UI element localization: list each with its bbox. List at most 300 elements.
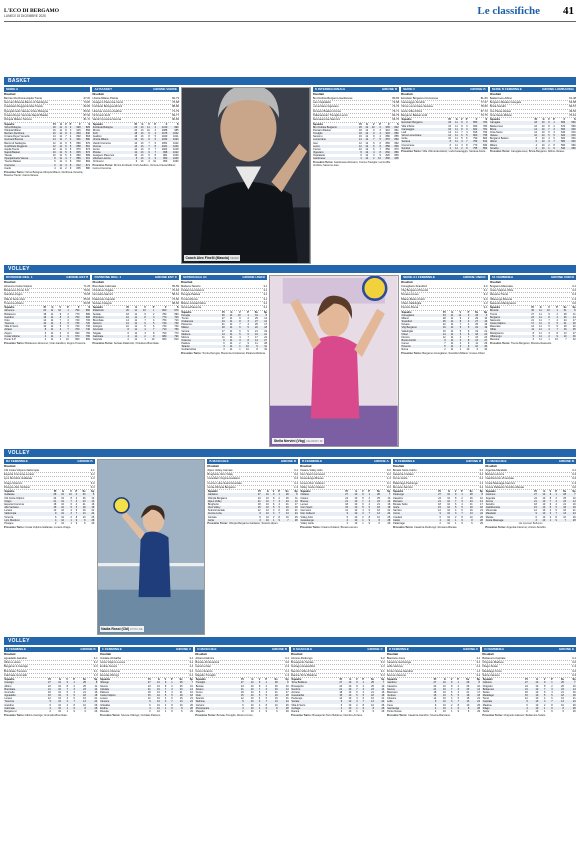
team-stat: 9 xyxy=(247,342,249,346)
block-slot xyxy=(401,275,487,447)
team-stat: 5 xyxy=(160,694,166,697)
next-round-text: Bottanuco-Almenno; Osio-Gandino; Zogno-Trescore. xyxy=(25,341,87,345)
team-stat: 10 xyxy=(285,515,289,519)
team-stat: 730 xyxy=(85,325,91,329)
team-stat: 755 xyxy=(468,147,478,150)
team-stat: 8 xyxy=(49,157,56,160)
team-stat: 11 xyxy=(451,140,458,143)
team-stat: 3 xyxy=(550,316,558,319)
team-stat: 10 xyxy=(528,700,538,703)
team-stat: 6 xyxy=(65,147,67,151)
team-stat: 9 xyxy=(462,345,470,348)
team-stat: 5 xyxy=(65,154,67,158)
team-stat: 12 xyxy=(39,322,47,325)
team-stat: 5 xyxy=(450,506,456,509)
team-name: Calcinate xyxy=(92,335,120,338)
team-stat: 8 xyxy=(470,681,481,684)
team-stat: 1 xyxy=(457,493,463,496)
match-score: 3-1 xyxy=(572,656,577,660)
match-score: 68-66 xyxy=(172,301,179,305)
photo-name: Nadia Rossi xyxy=(101,626,121,631)
team-stat: 29 xyxy=(190,709,193,713)
team-stat: 16 xyxy=(448,124,451,128)
team-stat: 8 xyxy=(542,316,550,319)
col-team: Squadre xyxy=(181,310,192,314)
team-stat: 18 xyxy=(43,312,47,316)
team-stat: 25 xyxy=(475,323,479,327)
league-title: B MASCHILE xyxy=(209,459,229,463)
next-round-label: Prossimo Turno: xyxy=(485,526,506,530)
team-stat: 5 xyxy=(146,322,155,325)
team-stat: 800 xyxy=(468,134,478,137)
team-stat: 19 xyxy=(438,326,446,329)
team-stat: 7 xyxy=(269,500,275,503)
match-score: 67-73 xyxy=(480,109,488,113)
team-stat: 9 xyxy=(253,512,261,515)
team-stat: 10 xyxy=(371,703,374,707)
team-stat: 12 xyxy=(365,128,369,132)
team-stat: 21 xyxy=(484,329,488,333)
team-stat: 10 xyxy=(542,309,550,312)
match-score: 3-2 xyxy=(263,306,268,310)
team-stat: 7 xyxy=(146,328,155,331)
team-stat: 11 xyxy=(446,314,454,317)
league-title: DIVISIONE REG. 1 xyxy=(6,275,33,279)
team-stat: 22 xyxy=(470,326,479,329)
team-stat: 5 xyxy=(550,134,555,137)
team-stat: 832 xyxy=(381,151,390,154)
team-stat: 10 xyxy=(58,690,61,694)
table-row xyxy=(387,710,481,713)
col-heading: V xyxy=(459,310,462,314)
match-score: 67-60 xyxy=(83,96,91,100)
team-stat: 6 xyxy=(67,325,69,329)
next-round-label: Prossimo Turno: xyxy=(92,164,114,168)
team-stat: 10 xyxy=(375,157,381,160)
group-title: GIRONE B xyxy=(280,459,297,463)
team-name: Garlasco xyxy=(207,493,253,496)
standings-header xyxy=(4,275,90,280)
team-stat: 10 xyxy=(61,521,65,525)
match-teams: Sassuolo-Martignacco xyxy=(489,301,517,305)
team-stat: 7 xyxy=(247,335,249,339)
team-stat: 13 xyxy=(140,128,144,132)
team-name: Arcore xyxy=(485,500,528,503)
team-stat: 28 xyxy=(86,707,97,710)
team-stat: 27 xyxy=(531,312,535,316)
table-row xyxy=(100,710,194,713)
team-stat: 9 xyxy=(239,316,241,320)
team-stat: 11 xyxy=(526,328,534,331)
team-stat: 11 xyxy=(134,318,138,322)
team-stat: 23 xyxy=(78,500,86,503)
match-score: 0-3 xyxy=(572,293,577,297)
team-stat: 870 xyxy=(76,147,81,151)
team-stat: 12 xyxy=(534,509,537,513)
results-label: Risultati xyxy=(401,92,413,96)
section-band-volley-1: VOLLEY xyxy=(4,265,576,273)
team-stat: 1 xyxy=(364,493,370,496)
row-mixed-2 xyxy=(4,275,576,447)
team-stat: 800 xyxy=(85,337,91,341)
team-stat: 4 xyxy=(461,502,463,506)
team-stat: 6 xyxy=(378,521,380,525)
team-stat: 6 xyxy=(54,322,62,325)
match-teams: Seriate-Cologno xyxy=(92,301,112,305)
match-teams: Agnadello-Gandino xyxy=(4,656,28,660)
match-teams: Excelsior Bergamo-Cremonese xyxy=(401,96,439,100)
team-stat: 20 xyxy=(356,126,362,129)
team-stat: 11 xyxy=(59,147,63,151)
team-stat: 650 xyxy=(555,128,565,131)
match-score: 3-1 xyxy=(380,669,385,673)
team-stat: 9 xyxy=(457,519,463,522)
team-stat: 1040 xyxy=(168,157,179,160)
match-teams: Cus Pavia-Varese xyxy=(489,109,512,113)
team-stat: 1 xyxy=(451,709,453,713)
team-stat: 7 xyxy=(61,688,68,691)
match-score: 81-69 xyxy=(480,96,488,100)
team-stat: 8 xyxy=(70,496,72,500)
team-stat: 8 xyxy=(267,707,278,710)
team-stat: 9 xyxy=(49,512,57,515)
team-stat: 8 xyxy=(67,164,72,167)
table-row xyxy=(195,710,289,713)
col-heading: S xyxy=(176,122,179,126)
team-stat: 3 xyxy=(254,700,261,703)
photo-caption xyxy=(184,255,240,261)
team-stat: 16 xyxy=(358,135,362,139)
team-stat: 4 xyxy=(553,130,555,134)
team-stat: 24 xyxy=(564,700,576,703)
team-stat: 3 xyxy=(548,331,550,335)
team-stat: 17 xyxy=(477,690,480,694)
team-stat: 1 xyxy=(254,707,261,710)
team-stat: 18 xyxy=(473,506,483,509)
team-name: Trescore xyxy=(4,322,39,325)
match-teams: Azzano-Pedrengo xyxy=(291,656,313,660)
match-score: 3-0 xyxy=(572,301,577,305)
team-stat: 8 xyxy=(75,707,86,710)
team-stat: 9 xyxy=(539,681,546,684)
team-stat: 26 xyxy=(387,515,391,519)
team-stat: 11 xyxy=(56,151,62,154)
team-stat: 18 xyxy=(370,506,380,509)
team-stat: 23 xyxy=(463,500,473,503)
team-stat: 18 xyxy=(126,312,129,316)
team-stat: 4 xyxy=(234,707,244,710)
team-stat: 10 xyxy=(244,688,254,691)
issue-date: LUNEDÌ 15 DICEMBRE 2025 xyxy=(4,14,46,18)
team-name: Lpm Mondovì xyxy=(4,519,49,522)
team-stat: 10 xyxy=(244,707,254,710)
team-stat: 5 xyxy=(373,147,375,151)
team-stat: 7 xyxy=(369,138,375,141)
team-name: Sondrio xyxy=(490,147,530,150)
team-stat: 18 xyxy=(470,694,481,697)
block-slot xyxy=(393,459,484,635)
col-heading: Pt xyxy=(126,306,129,310)
team-stat: 7 xyxy=(167,700,173,703)
next-round xyxy=(4,342,90,345)
team-name: Conegliano xyxy=(401,314,438,317)
col-heading: F xyxy=(475,118,478,122)
team-stat: 5 xyxy=(552,506,558,509)
team-stat: 6 xyxy=(471,521,473,525)
team-stat: 27 xyxy=(234,681,244,684)
team-stat: 2 xyxy=(164,703,167,707)
col-heading: F xyxy=(164,306,167,310)
team-stat: 10 xyxy=(447,509,451,513)
team-stat: 760 xyxy=(85,331,91,335)
team-stat: 16 xyxy=(572,690,576,694)
col-team: Squadre xyxy=(485,490,496,494)
team-stat: 18 xyxy=(380,506,390,509)
match-teams: Trescore-Alzano xyxy=(4,301,24,305)
team-name: Volley Adro xyxy=(300,515,313,519)
team-stat: 6 xyxy=(379,141,381,145)
match-score: 61-48 xyxy=(569,96,577,100)
team-name: Orsa Sesto xyxy=(489,130,503,134)
team-stat: 13 xyxy=(138,126,144,129)
team-stat: 18 xyxy=(257,502,261,506)
photo-name: Coach Alex Finelli xyxy=(185,255,215,260)
team-stat: 27 xyxy=(478,339,487,342)
match-teams: Orsa Sesto-Milano xyxy=(489,113,512,117)
team-stat: 10 xyxy=(535,697,539,701)
team-stat: 12 xyxy=(362,126,368,129)
standings-header xyxy=(393,459,484,464)
match-teams: Leffe-Vertova xyxy=(386,665,403,669)
team-stat: 880 xyxy=(85,166,91,170)
team-stat: 12 xyxy=(365,135,369,139)
match-teams: Brugherio-Vero Volley xyxy=(207,473,234,477)
team-stat: 19 xyxy=(475,329,479,333)
team-stat: 11 xyxy=(455,137,458,141)
team-stat: 2 xyxy=(553,124,555,128)
team-stat: 28 xyxy=(563,312,567,316)
team-stat: 32 xyxy=(484,348,488,352)
team-stat: 13 xyxy=(75,700,86,703)
team-stat: 9 xyxy=(463,147,468,150)
team-stat: 11 xyxy=(229,342,233,346)
team-stat: 9 xyxy=(362,709,365,713)
team-stat: 8 xyxy=(131,157,137,160)
team-stat: 27 xyxy=(427,681,437,684)
team-name: Trescore xyxy=(4,700,41,703)
team-stat: 18 xyxy=(173,694,183,697)
team-name: Alto Verbano xyxy=(4,506,49,509)
col-heading: P xyxy=(362,678,365,682)
next-round-text: Seriate-Palazzolo; Chiuduno-Brembate. xyxy=(113,341,160,345)
match-score: 3-0 xyxy=(483,284,488,288)
team-stat: 4 xyxy=(247,323,249,327)
team-stat: 24 xyxy=(380,512,390,515)
team-stat: 9 xyxy=(358,493,364,496)
col-heading: Sv xyxy=(376,490,380,494)
match-teams: Cividate-Ghisalba xyxy=(99,656,121,660)
team-stat: 21 xyxy=(469,502,473,506)
team-stat: 27 xyxy=(518,681,528,684)
match-score: 3-2 xyxy=(476,673,481,677)
team-stat: 815 xyxy=(473,130,478,134)
team-stat: 670 xyxy=(69,335,80,338)
results-label: Risultati xyxy=(4,464,16,468)
match-teams: Brixia-Sondrio xyxy=(489,105,507,109)
team-name: Gallarate xyxy=(4,493,49,496)
team-stat: 11 xyxy=(539,325,542,329)
team-stat: 800 xyxy=(483,137,488,141)
team-stat: 24 xyxy=(484,335,488,339)
team-stat: 660 xyxy=(80,309,91,312)
group-title: GIRONE B xyxy=(77,459,93,463)
team-stat: 880 xyxy=(76,141,81,145)
match-teams: Casazza-Gazzaniga xyxy=(386,661,411,665)
team-stat: 9 xyxy=(68,707,75,710)
team-stat: 10 xyxy=(153,160,157,164)
team-stat: 30 xyxy=(567,335,576,338)
team-name: Lodi xyxy=(401,130,407,134)
col-heading: V xyxy=(549,490,552,494)
team-stat: 13 xyxy=(280,512,289,515)
team-stat: 16 xyxy=(82,509,86,513)
standings-header xyxy=(195,647,289,652)
col-heading: V xyxy=(454,490,457,494)
team-stat: 18 xyxy=(339,690,343,694)
col-heading: Sv xyxy=(179,678,183,682)
team-stat: 5 xyxy=(461,137,463,141)
team-stat: 26 xyxy=(477,703,480,707)
match-score: 0-3 xyxy=(90,485,95,489)
team-stat: 13 xyxy=(138,132,144,135)
col-heading: Pt xyxy=(148,678,151,682)
team-stat: 24 xyxy=(53,496,57,500)
match-score: 3-1 xyxy=(476,656,481,660)
match-teams: Canottieri Ongina-Garlasco xyxy=(207,477,240,481)
team-stat: 21 xyxy=(258,333,267,336)
team-stat: 24 xyxy=(48,684,51,688)
team-stat: 10 xyxy=(542,502,546,506)
team-name: Curno xyxy=(195,690,203,694)
team-stat: 10 xyxy=(58,697,61,701)
match-score: 3-1 xyxy=(483,289,488,293)
team-stat: 3 xyxy=(148,160,150,164)
team-stat: 16 xyxy=(91,502,95,506)
col-team: Squadre xyxy=(92,306,103,310)
team-name: Solza xyxy=(482,709,490,713)
team-stat: 16 xyxy=(49,132,56,135)
next-round-label: Prossimo Turno: xyxy=(291,713,312,717)
team-stat: 12 xyxy=(444,134,451,137)
team-stat: 16 xyxy=(563,509,567,513)
team-stat: 12 xyxy=(362,145,368,148)
team-stat: 6 xyxy=(467,329,470,333)
match-teams: Carvico-Osio xyxy=(195,665,211,669)
col-heading: G xyxy=(455,118,458,122)
team-stat: 10 xyxy=(266,509,269,513)
section-band-volley-3: VOLLEY xyxy=(4,637,576,645)
match-teams: Chignolo-Madone xyxy=(482,661,504,665)
next-round-text: Cisano-Ostiano; Bresso-Lemen. xyxy=(321,525,359,529)
col-heading: G xyxy=(59,678,61,682)
team-stat: 7 xyxy=(364,512,370,515)
league-title: C FEMMINILE xyxy=(6,647,27,651)
team-stat: 8 xyxy=(241,339,249,342)
team-stat: 10 xyxy=(54,309,62,312)
team-stat: 25 xyxy=(438,320,446,323)
team-stat: 28 xyxy=(374,707,384,710)
team-stat: 0 xyxy=(462,314,470,317)
col-team: Squadre xyxy=(489,118,500,122)
team-stat: 31 xyxy=(249,314,258,317)
team-stat: 2 xyxy=(346,521,349,525)
team-stat: 700 xyxy=(69,328,80,331)
team-stat: 9 xyxy=(369,132,375,135)
team-stat: 7 xyxy=(275,512,281,515)
team-stat: 4 xyxy=(432,519,441,522)
results-label: Risultati xyxy=(4,92,16,96)
results-label: Risultati xyxy=(99,652,112,656)
team-name: Urania Milano xyxy=(92,138,131,141)
team-stat: 915 xyxy=(76,128,81,132)
col-team: Squadre xyxy=(4,678,15,682)
team-stat: 13 xyxy=(563,331,567,335)
match-score: 71-66 xyxy=(83,284,91,288)
col-heading: Pt xyxy=(134,122,138,126)
match-teams: Fortitudo Bologna-Rimini xyxy=(92,105,123,109)
match-score: 3-2 xyxy=(93,661,98,665)
results-label: Risultati xyxy=(386,652,399,656)
match-teams: Rovetta-Villongo xyxy=(99,673,120,677)
team-stat: 10 xyxy=(57,512,65,515)
team-stat: 29 xyxy=(477,709,480,713)
col-heading: Pt xyxy=(241,678,244,682)
col-heading: Pt xyxy=(345,490,349,494)
match-score: 3-1 xyxy=(189,669,194,673)
team-stat: 11 xyxy=(451,134,458,137)
results-label: Risultati xyxy=(291,652,303,656)
team-stat: 8 xyxy=(462,339,470,342)
team-name: Olbia xyxy=(490,328,527,331)
team-stat: 12 xyxy=(365,147,369,151)
team-stat: 850 xyxy=(468,121,478,124)
team-stat: 23 xyxy=(267,688,278,691)
col-heading: Sv xyxy=(82,490,86,494)
team-name: Costa Volpino xyxy=(490,322,527,325)
team-stat: 15 xyxy=(333,694,342,697)
team-stat: 8 xyxy=(153,331,155,335)
team-stat: 14 xyxy=(567,316,576,319)
match-teams: Almenno-Costa Volpino xyxy=(4,284,33,288)
match-score: 1-3 xyxy=(572,665,577,669)
match-score: 3-1 xyxy=(285,656,290,660)
team-stat: 15 xyxy=(427,694,437,697)
team-stat: 10 xyxy=(61,502,65,506)
team-stat: 3 xyxy=(466,124,468,128)
section-band-basket: BASKET xyxy=(4,77,576,85)
table-row xyxy=(4,522,95,525)
photo-p3 xyxy=(97,459,206,635)
team-stat: 690 xyxy=(80,316,91,319)
team-stat: 790 xyxy=(483,130,488,134)
team-stat: 10 xyxy=(563,515,567,519)
match-score: 69-77 xyxy=(172,113,179,117)
team-stat: 2 xyxy=(542,335,550,338)
team-name: Pedrengo xyxy=(291,697,303,701)
team-stat: 7 xyxy=(463,140,468,143)
team-name: Bergamo 2 xyxy=(4,709,17,713)
team-stat: 25 xyxy=(561,684,564,688)
